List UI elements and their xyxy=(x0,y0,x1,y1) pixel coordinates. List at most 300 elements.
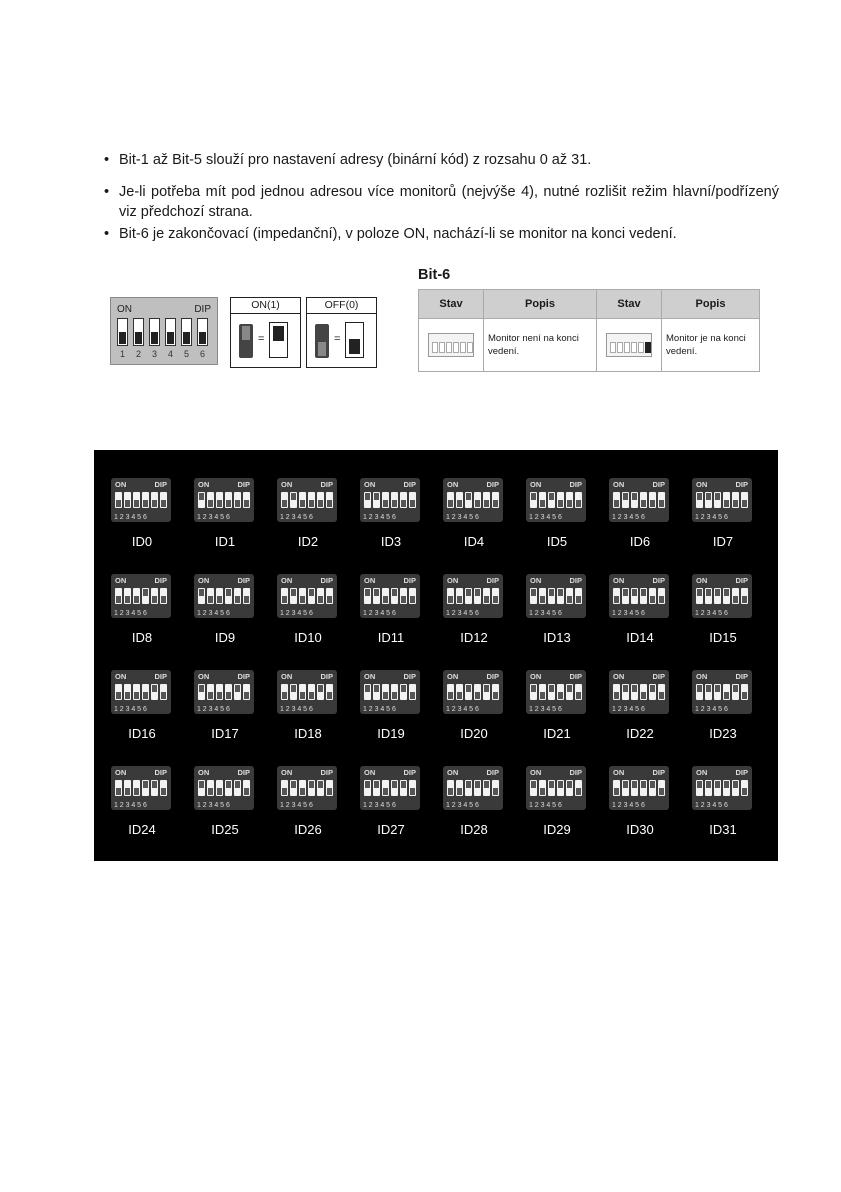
chip-switch xyxy=(382,492,389,508)
chip-switch xyxy=(631,588,638,604)
chip-switch xyxy=(548,492,555,508)
chip-numbers: 123456 xyxy=(363,514,398,521)
dip-switch-6 xyxy=(197,318,208,346)
dip-switch-icon xyxy=(526,478,586,522)
id-label: ID27 xyxy=(377,822,405,837)
chip-switch xyxy=(723,684,730,700)
chip-on-label: ON xyxy=(613,672,625,681)
chip-switch xyxy=(492,780,499,796)
id-label: ID26 xyxy=(294,822,322,837)
dip-switch-icon xyxy=(277,670,337,714)
id-cell xyxy=(685,738,765,837)
id-cell xyxy=(602,642,682,741)
chip-switch xyxy=(382,684,389,700)
chip-switch xyxy=(225,780,232,796)
id-cell xyxy=(519,642,599,741)
chip-switch xyxy=(225,684,232,700)
dip-switch-icon xyxy=(194,766,254,810)
switch-slot-off-icon xyxy=(345,322,364,358)
chip-switch xyxy=(696,492,703,508)
dip-switch-icon xyxy=(692,670,752,714)
chip-numbers: 123456 xyxy=(114,514,149,521)
id-cell xyxy=(436,546,516,645)
id-label: ID25 xyxy=(211,822,239,837)
id-cell xyxy=(187,546,267,645)
dip-switch-icon xyxy=(443,574,503,618)
chip-dip-label: DIP xyxy=(237,672,250,681)
chip-switch xyxy=(290,492,297,508)
chip-switch xyxy=(124,588,131,604)
id-cell xyxy=(685,450,765,549)
chip-switch xyxy=(281,492,288,508)
chip-dip-label: DIP xyxy=(486,768,499,777)
dip-switch-icon xyxy=(526,670,586,714)
dip-switch-icon xyxy=(609,670,669,714)
dip-switch-icon xyxy=(111,478,171,522)
chip-switch xyxy=(474,588,481,604)
bullet-text: Je-li potřeba mít pod jednou adresou více monitorů (nejvýše 4), nutné rozlišit režim hlavní/podřízený viz předchozí strana. xyxy=(119,184,779,220)
chip-dip-label: DIP xyxy=(154,576,167,585)
dip-switch-icon xyxy=(609,766,669,810)
chip-dip-label: DIP xyxy=(237,576,250,585)
chip-switch xyxy=(234,588,241,604)
chip-switch xyxy=(400,588,407,604)
chip-switch xyxy=(308,492,315,508)
legend-off-label: OFF(0) xyxy=(307,298,376,314)
chip-switch xyxy=(243,780,250,796)
id-cell xyxy=(104,738,184,837)
dip-switch-icon xyxy=(443,478,503,522)
chip-switch xyxy=(640,492,647,508)
chip-numbers: 123456 xyxy=(529,802,564,809)
chip-switch xyxy=(548,684,555,700)
chip-switch xyxy=(115,684,122,700)
chip-switch xyxy=(741,684,748,700)
chip-switch xyxy=(483,780,490,796)
chip-switch xyxy=(281,780,288,796)
dip-switch-diagram xyxy=(110,297,218,365)
chip-switch xyxy=(216,588,223,604)
dip-switch-icon xyxy=(277,766,337,810)
chip-switch xyxy=(216,492,223,508)
chip-switch xyxy=(696,588,703,604)
id-label: ID20 xyxy=(460,726,488,741)
bullet-glyph: • xyxy=(104,184,110,200)
chip-switch xyxy=(391,588,398,604)
chip-switch xyxy=(225,588,232,604)
id-label: ID11 xyxy=(377,630,405,645)
chip-switch xyxy=(151,588,158,604)
chip-switch xyxy=(198,684,205,700)
chip-dip-label: DIP xyxy=(652,576,665,585)
col-header-popis: Popis xyxy=(662,290,760,319)
chip-dip-label: DIP xyxy=(154,480,167,489)
id-cell xyxy=(436,450,516,549)
chip-dip-label: DIP xyxy=(569,768,582,777)
chip-switch xyxy=(732,588,739,604)
chip-switch xyxy=(640,588,647,604)
chip-dip-label: DIP xyxy=(320,768,333,777)
chip-switch xyxy=(447,588,454,604)
id-label: ID12 xyxy=(460,630,488,645)
chip-numbers: 123456 xyxy=(695,802,730,809)
chip-switch xyxy=(714,492,721,508)
chip-switch xyxy=(557,492,564,508)
chip-switch xyxy=(631,492,638,508)
id-cell xyxy=(104,450,184,549)
chip-switch xyxy=(539,684,546,700)
chip-switch xyxy=(732,684,739,700)
bit6-title: Bit-6 xyxy=(418,267,451,283)
chip-switch xyxy=(142,684,149,700)
chip-dip-label: DIP xyxy=(652,768,665,777)
chip-switch xyxy=(317,684,324,700)
chip-switch xyxy=(705,780,712,796)
chip-dip-label: DIP xyxy=(154,672,167,681)
dip-switch-icon xyxy=(111,574,171,618)
list-item xyxy=(104,224,779,244)
dip-switch-3 xyxy=(149,318,160,346)
chip-switch xyxy=(640,780,647,796)
dip-switch-icon xyxy=(692,478,752,522)
chip-switch xyxy=(649,492,656,508)
chip-switch xyxy=(705,684,712,700)
chip-switch xyxy=(492,492,499,508)
dip-number: 2 xyxy=(135,349,141,359)
chip-switch xyxy=(613,492,620,508)
id-cell xyxy=(353,738,433,837)
chip-switch xyxy=(317,780,324,796)
chip-switch xyxy=(557,780,564,796)
chip-switch xyxy=(124,780,131,796)
chip-switch xyxy=(483,588,490,604)
chip-numbers: 123456 xyxy=(446,514,481,521)
instruction-list xyxy=(104,150,779,244)
chip-on-label: ON xyxy=(530,576,542,585)
chip-on-label: ON xyxy=(364,768,376,777)
chip-switch xyxy=(539,588,546,604)
chip-switch xyxy=(613,588,620,604)
chip-numbers: 123456 xyxy=(363,802,398,809)
chip-switch xyxy=(124,492,131,508)
state-cell xyxy=(419,319,484,372)
bullet-text: Bit-6 je zakončovací (impedanční), v poloze ON, nachází-li se monitor na konci vedení. xyxy=(119,226,677,242)
chip-on-label: ON xyxy=(198,576,210,585)
chip-switch xyxy=(281,684,288,700)
chip-switch xyxy=(115,588,122,604)
chip-on-label: ON xyxy=(696,768,708,777)
chip-switch xyxy=(530,492,537,508)
chip-switch xyxy=(142,780,149,796)
chip-switch xyxy=(133,684,140,700)
dip-switch-icon xyxy=(609,574,669,618)
chip-on-label: ON xyxy=(613,480,625,489)
chip-switch xyxy=(400,684,407,700)
chip-switch xyxy=(723,492,730,508)
dip-switch-icon xyxy=(277,478,337,522)
chip-switch xyxy=(465,684,472,700)
chip-switch xyxy=(723,780,730,796)
chip-dip-label: DIP xyxy=(486,576,499,585)
chip-switch xyxy=(326,492,333,508)
chip-switch xyxy=(373,588,380,604)
chip-switch xyxy=(530,588,537,604)
chip-dip-label: DIP xyxy=(569,576,582,585)
chip-numbers: 123456 xyxy=(363,610,398,617)
chip-switch xyxy=(613,684,620,700)
chip-switch xyxy=(115,492,122,508)
chip-switch xyxy=(151,780,158,796)
dip-switch-icon xyxy=(526,574,586,618)
chip-dip-label: DIP xyxy=(652,480,665,489)
id-cell xyxy=(187,450,267,549)
chip-switch xyxy=(243,684,250,700)
chip-switch xyxy=(631,780,638,796)
chip-switch xyxy=(575,684,582,700)
chip-on-label: ON xyxy=(530,480,542,489)
chip-switch xyxy=(207,684,214,700)
chip-switch xyxy=(714,588,721,604)
chip-on-label: ON xyxy=(364,576,376,585)
id-label: ID10 xyxy=(294,630,322,645)
chip-on-label: ON xyxy=(364,480,376,489)
chip-switch xyxy=(622,780,629,796)
dip-switch-icon xyxy=(194,574,254,618)
dip-number: 5 xyxy=(183,349,189,359)
chip-switch xyxy=(326,684,333,700)
chip-on-label: ON xyxy=(281,768,293,777)
id-label: ID15 xyxy=(709,630,737,645)
chip-on-label: ON xyxy=(281,480,293,489)
chip-switch xyxy=(465,780,472,796)
col-header-popis: Popis xyxy=(484,290,597,319)
chip-numbers: 123456 xyxy=(446,802,481,809)
chip-dip-label: DIP xyxy=(403,576,416,585)
chip-switch xyxy=(133,780,140,796)
table-header-row xyxy=(419,290,760,319)
chip-switch xyxy=(160,588,167,604)
chip-dip-label: DIP xyxy=(569,672,582,681)
switch-slot-on-icon xyxy=(269,322,288,358)
chip-switch xyxy=(234,780,241,796)
chip-dip-label: DIP xyxy=(486,672,499,681)
chip-switch xyxy=(530,684,537,700)
chip-switch xyxy=(474,780,481,796)
chip-dip-label: DIP xyxy=(735,576,748,585)
chip-dip-label: DIP xyxy=(403,480,416,489)
chip-switch xyxy=(456,588,463,604)
chip-on-label: ON xyxy=(364,672,376,681)
chip-on-label: ON xyxy=(447,672,459,681)
id-label: ID8 xyxy=(131,630,153,645)
chip-switch xyxy=(243,492,250,508)
chip-switch xyxy=(400,492,407,508)
chip-switch xyxy=(658,588,665,604)
chip-switch xyxy=(575,588,582,604)
id-cell xyxy=(519,546,599,645)
chip-switch xyxy=(622,492,629,508)
chip-numbers: 123456 xyxy=(529,610,564,617)
chip-switch xyxy=(151,684,158,700)
chip-dip-label: DIP xyxy=(735,768,748,777)
chip-switch xyxy=(741,780,748,796)
chip-switch xyxy=(409,684,416,700)
chip-on-label: ON xyxy=(115,768,127,777)
chip-switch xyxy=(696,684,703,700)
chip-numbers: 123456 xyxy=(197,610,232,617)
chip-switch xyxy=(465,588,472,604)
dip-switch-icon xyxy=(194,478,254,522)
chip-on-label: ON xyxy=(696,480,708,489)
chip-dip-label: DIP xyxy=(486,480,499,489)
id-cell xyxy=(270,450,350,549)
chip-switch xyxy=(382,588,389,604)
chip-numbers: 123456 xyxy=(197,802,232,809)
chip-switch xyxy=(447,492,454,508)
chip-dip-label: DIP xyxy=(320,576,333,585)
chip-numbers: 123456 xyxy=(197,514,232,521)
chip-switch xyxy=(456,684,463,700)
state-cell xyxy=(597,319,662,372)
chip-numbers: 123456 xyxy=(280,514,315,521)
chip-on-label: ON xyxy=(447,576,459,585)
chip-on-label: ON xyxy=(198,672,210,681)
chip-switch xyxy=(234,492,241,508)
chip-dip-label: DIP xyxy=(652,672,665,681)
chip-dip-label: DIP xyxy=(403,768,416,777)
chip-numbers: 123456 xyxy=(280,610,315,617)
chip-dip-label: DIP xyxy=(403,672,416,681)
chip-numbers: 123456 xyxy=(529,514,564,521)
dip-on-label: ON xyxy=(117,304,132,315)
id-cell xyxy=(436,738,516,837)
id-cell xyxy=(353,642,433,741)
chip-switch xyxy=(566,492,573,508)
chip-switch xyxy=(133,588,140,604)
col-header-stav: Stav xyxy=(597,290,662,319)
list-item xyxy=(104,182,779,222)
chip-switch xyxy=(658,684,665,700)
id-label: ID7 xyxy=(712,534,734,549)
chip-switch xyxy=(649,684,656,700)
chip-switch xyxy=(142,588,149,604)
chip-switch xyxy=(465,492,472,508)
id-label: ID17 xyxy=(211,726,239,741)
chip-switch xyxy=(364,780,371,796)
chip-switch xyxy=(115,780,122,796)
id-settings-panel xyxy=(94,450,778,861)
chip-numbers: 123456 xyxy=(197,706,232,713)
chip-switch xyxy=(649,780,656,796)
chip-switch xyxy=(364,588,371,604)
chip-dip-label: DIP xyxy=(569,480,582,489)
dip-switch-icon xyxy=(692,766,752,810)
chip-on-label: ON xyxy=(115,576,127,585)
chip-switch xyxy=(373,684,380,700)
id-label: ID13 xyxy=(543,630,571,645)
chip-on-label: ON xyxy=(281,576,293,585)
bullet-glyph: • xyxy=(104,152,110,168)
chip-switch xyxy=(483,492,490,508)
chip-numbers: 123456 xyxy=(114,706,149,713)
equals-sign: = xyxy=(258,333,265,345)
chip-on-label: ON xyxy=(198,768,210,777)
chip-numbers: 123456 xyxy=(363,706,398,713)
chip-switch xyxy=(198,492,205,508)
id-cell xyxy=(602,546,682,645)
chip-dip-label: DIP xyxy=(154,768,167,777)
id-label: ID24 xyxy=(128,822,156,837)
dip-switch-icon xyxy=(609,478,669,522)
id-label: ID4 xyxy=(463,534,485,549)
id-label: ID29 xyxy=(543,822,571,837)
chip-switch xyxy=(198,780,205,796)
id-cell xyxy=(685,642,765,741)
id-label: ID0 xyxy=(131,534,153,549)
chip-switch xyxy=(299,588,306,604)
chip-switch xyxy=(409,780,416,796)
legend-on xyxy=(230,297,301,368)
chip-switch xyxy=(299,684,306,700)
id-label: ID9 xyxy=(214,630,236,645)
table-row xyxy=(419,319,760,372)
dip-switch-icon xyxy=(360,478,420,522)
chip-on-label: ON xyxy=(696,576,708,585)
id-cell xyxy=(270,738,350,837)
id-label: ID2 xyxy=(297,534,319,549)
chip-switch xyxy=(216,684,223,700)
chip-switch xyxy=(198,588,205,604)
chip-switch xyxy=(308,684,315,700)
dip-switch-icon xyxy=(277,574,337,618)
chip-switch xyxy=(741,492,748,508)
dip-mini-on-icon xyxy=(606,333,652,357)
dip-switch-icon xyxy=(194,670,254,714)
chip-switch xyxy=(456,780,463,796)
chip-switch xyxy=(483,684,490,700)
chip-switch xyxy=(124,684,131,700)
chip-switch xyxy=(207,492,214,508)
chip-switch xyxy=(714,780,721,796)
chip-on-label: ON xyxy=(696,672,708,681)
chip-switch xyxy=(696,780,703,796)
chip-numbers: 123456 xyxy=(695,610,730,617)
equals-sign: = xyxy=(334,333,341,345)
chip-switch xyxy=(539,780,546,796)
id-label: ID19 xyxy=(377,726,405,741)
chip-numbers: 123456 xyxy=(612,706,647,713)
chip-switch xyxy=(299,492,306,508)
chip-switch xyxy=(308,780,315,796)
id-cell xyxy=(436,642,516,741)
col-header-stav: Stav xyxy=(419,290,484,319)
chip-switch xyxy=(732,492,739,508)
id-label: ID6 xyxy=(629,534,651,549)
chip-switch xyxy=(400,780,407,796)
id-cell xyxy=(104,642,184,741)
chip-dip-label: DIP xyxy=(237,480,250,489)
bullet-text: Bit-1 až Bit-5 slouží pro nastavení adresy (binární kód) z rozsahu 0 až 31. xyxy=(119,152,592,168)
legend-on-label: ON(1) xyxy=(231,298,300,314)
chip-switch xyxy=(566,780,573,796)
chip-numbers: 123456 xyxy=(695,706,730,713)
chip-switch xyxy=(492,588,499,604)
id-cell xyxy=(519,738,599,837)
chip-switch xyxy=(409,588,416,604)
chip-numbers: 123456 xyxy=(446,610,481,617)
chip-switch xyxy=(391,684,398,700)
chip-dip-label: DIP xyxy=(320,672,333,681)
